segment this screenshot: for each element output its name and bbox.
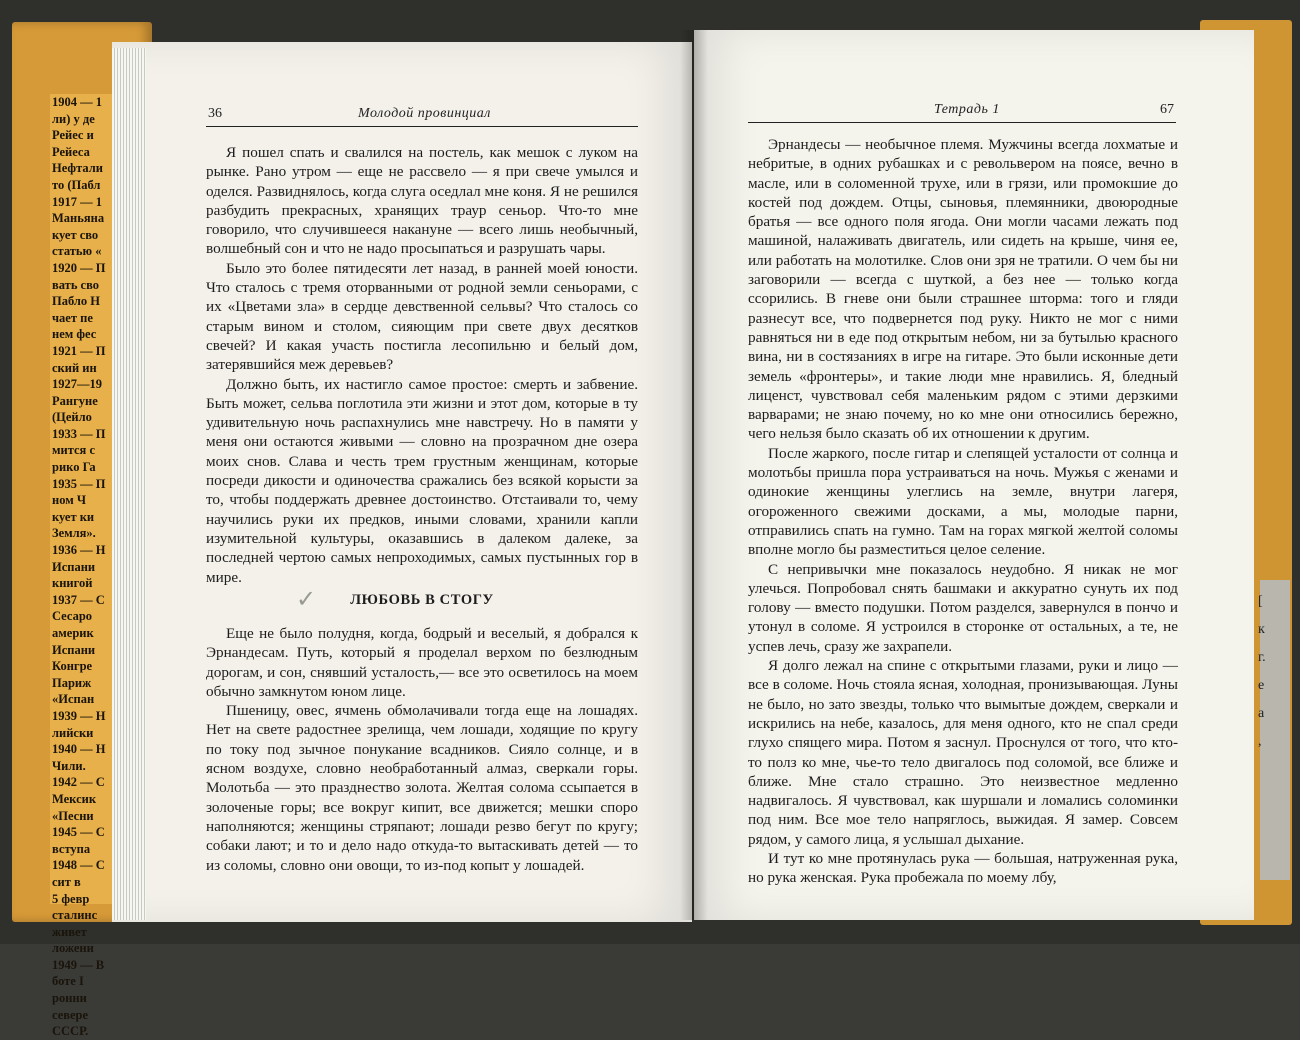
jacket-line: 1935 — П [52, 476, 106, 491]
jacket-line: боте I [52, 974, 84, 989]
jacket-line: 1949 — В [52, 957, 105, 972]
jacket-line: 1948 — С [52, 858, 105, 873]
jacket-line: Сесаро [52, 609, 93, 624]
left-running-title: Молодой провинциал [358, 106, 491, 121]
jacket-line: 1904 — 1 [52, 95, 102, 109]
edge-glyph: , [1258, 734, 1262, 749]
right-page-number: 67 [1160, 102, 1174, 117]
jacket-line: Земля». [52, 526, 96, 541]
edge-glyph: г. [1258, 650, 1266, 665]
left-page-number: 36 [208, 106, 222, 121]
paragraph: Я долго лежал на спине с открытыми глазами, руки и лицо — все в соломе. Ночь стояла ясная, холодная, пронизывающая. Луны не было, но зато звезды, только что вымытые дождем, сверкали и искрились на небе, казалось, для меня одного, кто не спал среди глухо спящего мира. Потом я заснул. Проснулся от того, что кто-то полз ко мне, чье-то тело двигалось под соломой, все ближе и ближе. Мне стало страшно. Это неизвестное медленно надвигалось. Я чувствовал, как шуршали и ломались соломинки под ним. Все мое тело напряглось, выжидая. Я замер. Совсем рядом, у самого лица, я услышал дыхание. [748, 657, 1178, 848]
jacket-line: Нефтали [52, 161, 103, 176]
jacket-line: 1945 — С [52, 825, 105, 840]
jacket-line: Мексик [52, 791, 97, 806]
pencil-check-mark: ✓ [296, 587, 317, 613]
jacket-line: лийски [52, 725, 94, 740]
paragraph: Еще не было полудня, когда, бодрый и веселый, я добрался к Эрнандесам. Путь, который я проделал верхом по безлюдным дорогам, и сон, снявший усталость,— все это осветилось на моем обычно замкнутом юном лице. [206, 625, 638, 700]
paragraph: Эрнандесы — необычное племя. Мужчины всегда лохматые и небритые, в одних рубашках и с револьвером на поясе, вечно в масле, или в соломенной трухе, или в грязи, или промокшие до костей под дождем. Отцы, сыновья, племянники, двоюродные братья — все одного поля ягода. Они могли часами лежать под машиной, налаживать двигатель, или сидеть на крыше, чиня ее, или работать на молотилке. Слов они зря не тратили. О чем бы ни заговорили — всегда с шуткой, а без нее — только когда ссорились. В гневе они были страшнее шторма: того и гляди разнесут все, что подвернется под руку. Никто не мог с ними равняться ни в еде под открытым небом, ни за бутылью красного вина, ни в состязаниях в игре на гитаре. Это были исконные дети земель «фронтеры», и такие люди мне нравились. Я, бледный лиценст, чувствовал себя маленьким рядом с этими дерзкими варварами; не знаю почему, но ко мне они относились бережно, чего нельзя было сказать об их отношении к другим. [748, 136, 1178, 443]
jacket-line: кует сво [52, 227, 99, 242]
jacket-line: нем фес [52, 327, 97, 342]
paragraph: Пшеницу, овес, ячмень обмолачивали тогда еще на лошадях. Нет на свете радостнее зрелища, чем лошади, ходящие по кругу по току под зычное понукание всадников. Сияло солнце, и в ясном воздухе, словно необработанный алмаз, сверкали горы. Молотьба — это празднество золота. Желтая солома ссыпается в золоченые горы; все вокруг кипит, все движется; мешки споро наполняются; женщины стряпают; лошади резво бегут по кругу; собаки лают; и то и дело надо откуда-то вытаскивать детей — то из соломы, словно они овощи, то из-под копыт у лошадей. [206, 702, 638, 874]
jacket-line: Испани [52, 559, 96, 574]
jacket-line: 1920 — П [52, 260, 106, 275]
jacket-line: Чили. [52, 758, 86, 773]
jacket-line: 1937 — С [52, 592, 105, 607]
right-running-title: Тетрадь 1 [934, 102, 1000, 117]
jacket-line: америк [52, 626, 94, 640]
jacket-line: севере [52, 1007, 89, 1022]
jacket-line: СССР. [52, 1024, 89, 1039]
left-running-head [206, 106, 638, 127]
jacket-line: Рейес и [52, 128, 94, 143]
jacket-line: статью « [52, 244, 102, 259]
edge-glyph: [ [1258, 594, 1263, 609]
jacket-line: то (Пабл [52, 177, 101, 192]
paragraph: После жаркого, после гитар и слепящей усталости от солнца и молотьбы пришла пора устраиваться на ночь. Мужья с женами и одинокие женщины улеглись на земле, внутри лагеря, огороженного свежими досками, а мы, молодые парни, отправились спать на гумно. Там на горах мягкой желтой соломы вполне могло бы разместиться целое селение. [748, 444, 1178, 559]
jacket-line: ложени [52, 941, 94, 956]
jacket-line: живет [52, 924, 87, 939]
jacket-line: 1927—19 [52, 377, 102, 392]
jacket-line: книгой [52, 576, 93, 591]
jacket-line: Испани [52, 642, 96, 657]
jacket-line: Конгре [52, 659, 93, 674]
jacket-line: сталинс [52, 908, 98, 923]
paragraph: Было это более пятидесяти лет назад, в ранней моей юности. Что сталось с тремя оторванными от родной земли сеньорами, с их «Цветами зла» в сердце девственной сельвы? Что сталось со старым вином и столом, сияющим при свете двух десятков свечей? И какая участь постигла лесопильню и белый дом, затерявшийся меж деревьев? [206, 259, 638, 374]
jacket-line: кует ки [52, 509, 95, 524]
jacket-line: 1942 — С [52, 775, 105, 790]
edge-glyph: е [1258, 678, 1265, 693]
jacket-line: ский ин [52, 360, 97, 375]
jacket-line: вать сво [52, 277, 100, 292]
jacket-line: 1936 — Н [52, 543, 106, 558]
book-gutter [680, 30, 708, 920]
paragraph: С непривычки мне показалось неудобно. Я никак не мог улечься. Попробовал снять башмаки и аккуратно сунуть их под голову — вместо подушки. Потом разделся, завернулся в пончо и утонул в соломе. Я устроился в сторонке от остальных, а те, не успев лечь, сразу же захрапели. [748, 560, 1178, 655]
jacket-line: Пабло Н [52, 294, 101, 309]
jacket-line: «Испан [52, 692, 95, 707]
jacket-line: ном Ч [52, 493, 87, 508]
jacket-line: ли) у де [52, 111, 95, 126]
jacket-line: рико Га [52, 460, 96, 475]
jacket-line: 1939 — Н [52, 708, 106, 723]
jacket-line: мится с [52, 443, 95, 458]
jacket-line: «Песни [52, 808, 94, 823]
jacket-line: Рангуне [52, 393, 98, 408]
jacket-line: 1940 — Н [52, 742, 106, 757]
jacket-line: Рейеса [52, 144, 90, 159]
jacket-line: сит в [52, 874, 81, 889]
jacket-line: (Цейло [52, 410, 92, 425]
jacket-line: ронни [52, 991, 87, 1006]
paragraph: И тут ко мне протянулась рука — большая, натруженная рука, но рука женская. Рука пробежала по моему лбу, [748, 849, 1178, 887]
jacket-line: 1933 — П [52, 426, 106, 441]
edge-glyph: а [1258, 706, 1265, 721]
right-running-head [748, 102, 1176, 123]
jacket-line: чает пе [52, 310, 93, 325]
jacket-line: вступа [52, 841, 91, 856]
left-text-top [206, 143, 638, 587]
chapter-title: ЛЮБОВЬ В СТОГУ [350, 592, 494, 608]
left-text-bottom [206, 624, 638, 875]
right-edge-glyphs [1258, 588, 1266, 756]
jacket-line: Париж [52, 675, 92, 690]
jacket-line: 5 февр [52, 891, 90, 906]
page-edges [112, 48, 146, 920]
right-text [748, 135, 1178, 888]
jacket-line: 1921 — П [52, 343, 106, 358]
edge-glyph: к [1258, 622, 1265, 637]
paragraph: Должно быть, их настигло самое простое: смерть и забвение. Быть может, сельва поглотила эти жизни и этот дом, которые в ту удивительную ночь распахнулись мне навстречу. Но в памяти у меня они остаются живыми — словно на прозрачном дне озера моих снов. Слава и честь трем грустным женщинам, которые посреди дикости и одиночества сражались без всякой корысти за то, чтобы поддержать древнее достоинство. Отстаивали то, чему научились руки их предков, иными словами, хранили капли изумительной культуры, оказавшись в далеком далеке, за последней чертою самых непроходимых, самых пустынных гор в мире. [206, 375, 638, 586]
jacket-line: 1917 — 1 [52, 194, 102, 209]
paragraph: Я пошел спать и свалился на постель, как мешок с луком на рынке. Рано утром — еще не рассвело — я при свече умылся и оделся. Развиднялось, когда слуга оседлал мне коня. Я не решился разбудить прекрасных, хранящих траур сеньор. Что-то мне говорило, что случившееся накануне — всего лишь необычный, волшебный сон и что не надо просыпаться и разрушать чары. [206, 144, 638, 258]
jacket-line: Маньяна [52, 211, 105, 226]
